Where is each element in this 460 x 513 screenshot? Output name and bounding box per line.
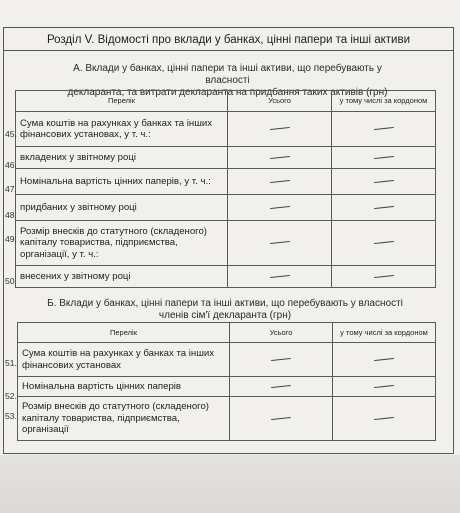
- abroad-cell: [332, 266, 436, 288]
- dash-mark: [269, 156, 289, 159]
- column-header-abroad: у тому числі за кордоном: [332, 91, 436, 112]
- page-margin: [0, 455, 460, 513]
- row-label: Розмір внесків до статутного (складеного) капіталу товариства, підприємства, організації: [18, 397, 230, 441]
- row-number: 46.: [5, 160, 17, 170]
- table-row: [18, 343, 436, 377]
- total-cell: [228, 195, 332, 221]
- column-header-abroad: у тому числі за кордоном: [333, 323, 436, 343]
- total-cell: [230, 343, 333, 377]
- row-label: вкладених у звітному році: [16, 147, 228, 169]
- table-header-row: [16, 91, 436, 112]
- dash-mark: [373, 206, 393, 209]
- section-title: Розділ V. Відомості про вклади у банках, цінні папери та інші активи: [3, 29, 454, 51]
- part-a-caption-line2: декларанта, та витрати декларанта на придбання таких активів (грн): [67, 87, 388, 98]
- total-cell: [230, 397, 333, 441]
- table-header-row: [18, 323, 436, 343]
- dash-mark: [374, 385, 394, 388]
- row-number: 50.: [5, 276, 17, 286]
- dash-mark: [373, 180, 393, 183]
- part-b-caption-line2: членів сім'ї декларанта (грн): [158, 310, 292, 321]
- table-row: [16, 221, 436, 266]
- part-b-caption: [40, 298, 410, 322]
- column-header-item: Перелік: [16, 91, 228, 112]
- column-header-item: Перелік: [18, 323, 230, 343]
- table-row: [16, 169, 436, 195]
- part-a-table: [15, 90, 436, 288]
- abroad-cell: [333, 397, 436, 441]
- row-number: 49.: [5, 234, 17, 244]
- row-number: 51.: [5, 358, 17, 368]
- dash-mark: [373, 156, 393, 159]
- dash-mark: [373, 241, 393, 244]
- table-row: [18, 377, 436, 397]
- total-cell: [228, 169, 332, 195]
- total-cell: [228, 221, 332, 266]
- row-number: 53.: [5, 411, 17, 421]
- dash-mark: [373, 127, 393, 130]
- dash-mark: [271, 358, 291, 361]
- row-number: 48.: [5, 210, 17, 220]
- total-cell: [228, 147, 332, 169]
- abroad-cell: [332, 112, 436, 147]
- dash-mark: [269, 241, 289, 244]
- abroad-cell: [333, 377, 436, 397]
- part-b-table: [17, 322, 436, 441]
- part-b-caption-line1: Б. Вклади у банках, цінні папери та інші активи, що перебувають у власності: [47, 298, 403, 309]
- total-cell: [228, 112, 332, 147]
- row-label: Сума коштів на рахунках у банках та інших фінансових установах, у т. ч.:: [16, 112, 228, 147]
- row-label: внесених у звітному році: [16, 266, 228, 288]
- dash-mark: [271, 385, 291, 388]
- row-label: Сума коштів на рахунках у банках та інших фінансових установах: [18, 343, 230, 377]
- dash-mark: [374, 358, 394, 361]
- dash-mark: [269, 206, 289, 209]
- dash-mark: [271, 417, 291, 420]
- row-label: Розмір внесків до статутного (складеного) капіталу товариства, підприємства, організації, у т. ч.:: [16, 221, 228, 266]
- row-number: 52.: [5, 391, 17, 401]
- dash-mark: [269, 127, 289, 130]
- abroad-cell: [332, 147, 436, 169]
- dash-mark: [269, 275, 289, 278]
- row-number: 45.: [5, 129, 17, 139]
- row-number: 47.: [5, 184, 17, 194]
- dash-mark: [373, 275, 393, 278]
- dash-mark: [269, 180, 289, 183]
- table-row: [16, 266, 436, 288]
- table-row: [16, 195, 436, 221]
- abroad-cell: [333, 343, 436, 377]
- abroad-cell: [332, 169, 436, 195]
- row-label: придбаних у звітному році: [16, 195, 228, 221]
- table-row: [16, 147, 436, 169]
- abroad-cell: [332, 221, 436, 266]
- row-label: Номінальна вартість цінних паперів: [18, 377, 230, 397]
- part-a-caption-line1: А. Вклади у банках, цінні папери та інші активи, що перебувають у власності: [73, 63, 382, 86]
- table-row: [16, 112, 436, 147]
- total-cell: [230, 377, 333, 397]
- column-header-total: Усього: [228, 91, 332, 112]
- row-label: Номінальна вартість цінних паперів, у т. ч.:: [16, 169, 228, 195]
- total-cell: [228, 266, 332, 288]
- table-row: [18, 397, 436, 441]
- column-header-total: Усього: [230, 323, 333, 343]
- abroad-cell: [332, 195, 436, 221]
- dash-mark: [374, 417, 394, 420]
